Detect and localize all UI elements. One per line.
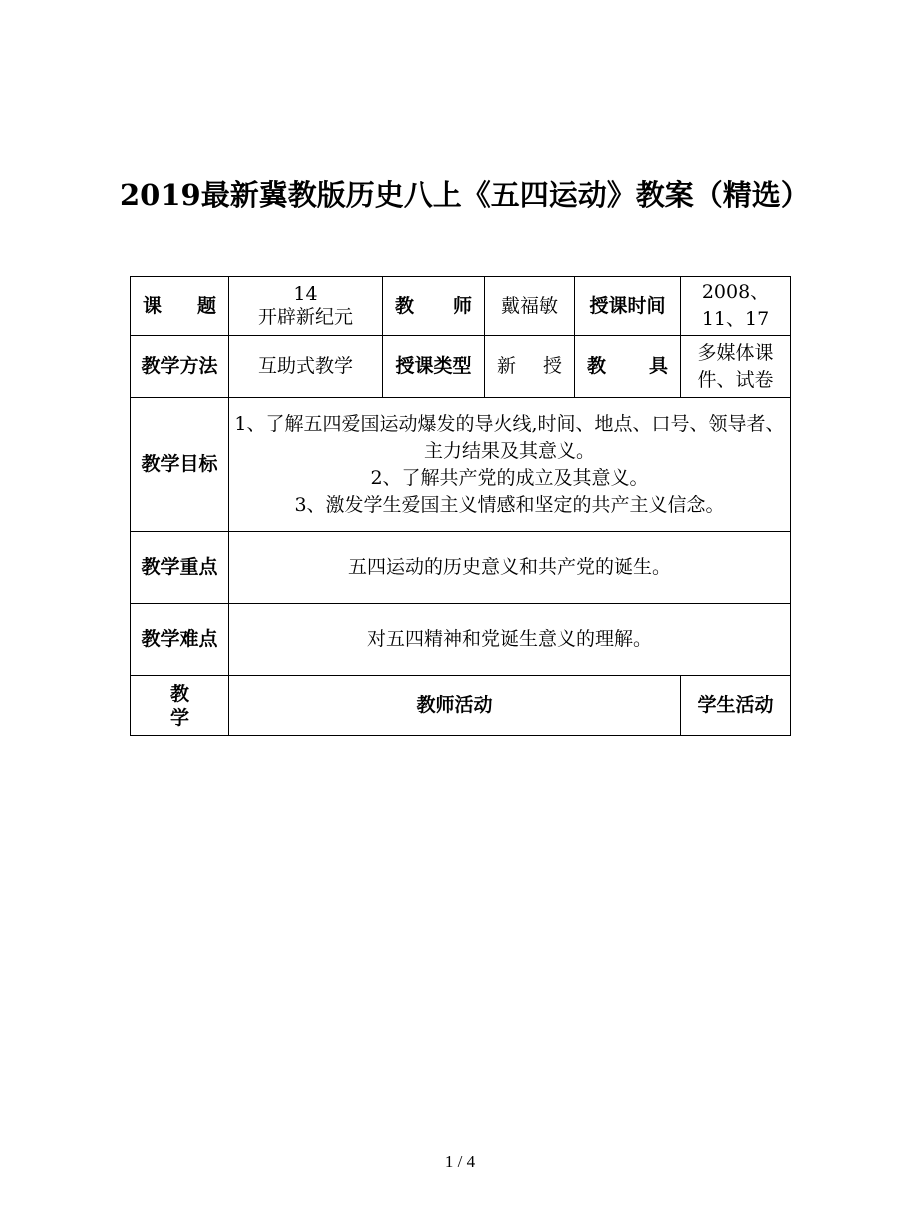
teacher-label-cell xyxy=(383,277,485,336)
topic-name: 开辟新纪元 xyxy=(257,306,353,328)
topic-label-char-1: 课 xyxy=(143,294,163,317)
table-row-basic-info xyxy=(131,277,791,336)
difficulties-label: 教学难点 xyxy=(131,604,229,676)
time-label: 授课时间 xyxy=(575,277,681,336)
topic-label-cell xyxy=(131,277,229,336)
table-row-method xyxy=(131,336,791,398)
page-number: 1 / 4 xyxy=(444,1152,476,1171)
tools-label-char-1: 教 xyxy=(587,355,607,377)
type-value-cell xyxy=(485,336,575,398)
tools-label-char-2: 具 xyxy=(648,355,668,377)
teacher-activity-header: 教师活动 xyxy=(229,676,681,736)
topic-value-cell xyxy=(229,277,383,336)
type-label: 授课类型 xyxy=(383,336,485,398)
teacher-name: 戴福敏 xyxy=(485,277,575,336)
tools-label-cell xyxy=(575,336,681,398)
method-value: 互助式教学 xyxy=(229,336,383,398)
topic-label-char-2: 题 xyxy=(196,294,216,317)
goal-item-3: 3、激发学生爱国主义情感和坚定的共产主义信念。 xyxy=(294,493,725,516)
difficulties-value: 对五四精神和党诞生意义的理解。 xyxy=(229,604,791,676)
student-activity-header: 学生活动 xyxy=(681,676,791,736)
goal-item-2: 2、了解共产党的成立及其意义。 xyxy=(370,466,649,489)
table-row-difficulties xyxy=(131,604,791,676)
process-label xyxy=(131,676,229,736)
type-value-char-2: 授 xyxy=(542,355,562,377)
topic-number: 14 xyxy=(293,283,318,305)
goals-label: 教学目标 xyxy=(131,398,229,532)
goal-item-1: 1、了解五四爱国运动爆发的导火线,时间、地点、口号、领导者、主力结果及其意义。 xyxy=(234,412,785,462)
teacher-label-char-2: 师 xyxy=(452,294,472,317)
table-row-process xyxy=(131,676,791,736)
process-label-text: 教学 xyxy=(169,682,189,729)
table-row-key-points xyxy=(131,532,791,604)
goals-content xyxy=(229,398,791,532)
teacher-label-char-1: 教 xyxy=(395,294,415,317)
key-points-value: 五四运动的历史意义和共产党的诞生。 xyxy=(229,532,791,604)
time-value: 2008、11、17 xyxy=(681,277,791,336)
document-title: 2019最新冀教版历史八上《五四运动》教案（精选） xyxy=(120,178,810,212)
lesson-plan-table xyxy=(130,276,791,736)
table-row-goals xyxy=(131,398,791,532)
key-points-label: 教学重点 xyxy=(131,532,229,604)
tools-value: 多媒体课件、试卷 xyxy=(681,336,791,398)
type-value-char-1: 新 xyxy=(497,355,517,377)
method-label: 教学方法 xyxy=(131,336,229,398)
